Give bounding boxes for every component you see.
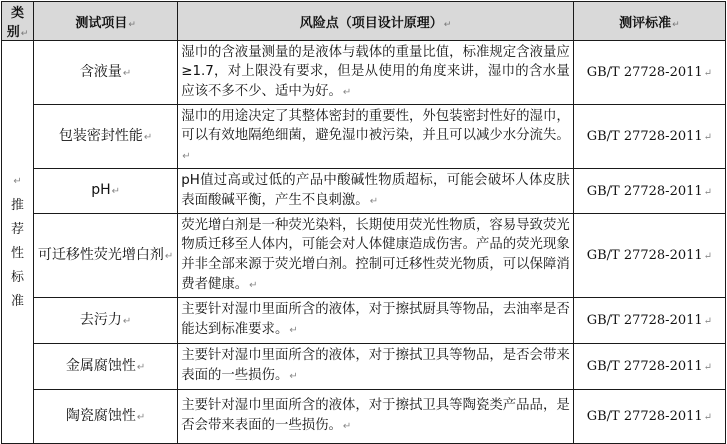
standard-cell: GB/T 27728-2011↵ [573, 169, 725, 214]
table-row [2, 298, 726, 344]
test-item-cell: 去污力↵ [34, 298, 178, 344]
table-row [2, 105, 726, 169]
risk-point-cell: 主要针对湿巾里面所含的液体，对于擦拭卫具等物品，是否会带来表面的一些损伤。↵ [178, 344, 574, 390]
risk-point-cell: 主要针对湿巾里面所含的液体，对于擦拭卫具等陶瓷类产品品，是否会带来表面的一些损伤。↵ [178, 390, 574, 444]
table-row [2, 41, 726, 105]
standard-cell: GB/T 27728-2011↵ [573, 390, 725, 444]
risk-point-cell: 湿巾的用途决定了其整体密封的重要性，外包装密封性好的湿巾，可以有效地隔绝细菌，避免湿巾被污染，并且可以减少水分流失。↵ [178, 105, 574, 169]
test-item-cell: 含液量↵ [34, 41, 178, 105]
standard-cell: GB/T 27728-2011↵ [573, 214, 725, 298]
test-item-cell: 包装密封性能↵ [34, 105, 178, 169]
header-category: 类别↵ [2, 2, 34, 41]
header-evaluation-standard: 测评标准↵ [573, 2, 725, 41]
risk-point-cell: 湿巾的含液量测量的是液体与载体的重量比值，标准规定含液量应≥1.7，对上限没有要求，但是从使用的角度来讲，湿巾的含水量应该不多不少、适中为好。↵ [178, 41, 574, 105]
table-row [2, 344, 726, 390]
standard-cell: GB/T 27728-2011↵ [573, 344, 725, 390]
standard-cell: GB/T 27728-2011↵ [573, 298, 725, 344]
risk-standard-table [1, 1, 726, 444]
test-item-cell: 可迁移性荧光增白剂↵ [34, 214, 178, 298]
header-test-item: 测试项目↵ [34, 2, 178, 41]
risk-point-cell: pH值过高或过低的产品中酸碱性物质超标，可能会破坏人体皮肤表面酸碱平衡，产生不良刺激。↵ [178, 169, 574, 214]
test-item-cell: 陶瓷腐蚀性↵ [34, 390, 178, 444]
test-item-cell: 金属腐蚀性↵ [34, 344, 178, 390]
header-risk-point: 风险点（项目设计原理）↵ [178, 2, 574, 41]
test-item-cell: pH↵ [34, 169, 178, 214]
table-header-row [2, 2, 726, 41]
risk-point-cell: 主要针对湿巾里面所含的液体，对于擦拭厨具等物品，去油率是否能达到标准要求。↵ [178, 298, 574, 344]
standard-cell: GB/T 27728-2011↵ [573, 41, 725, 105]
table-row [2, 214, 726, 298]
table-row [2, 390, 726, 444]
category-cell: ↵ 推 荐 性 标 准 [2, 41, 34, 444]
table-row [2, 169, 726, 214]
risk-point-cell: 荧光增白剂是一种荧光染料，长期使用荧光性物质，容易导致荧光物质迁移至人体内，可能会对人体健康造成伤害。产品的荧光现象并非全部来源于荧光增白剂。控制可迁移性荧光物质，可以保障消费者健康。↵ [178, 214, 574, 298]
standard-cell: GB/T 27728-2011↵ [573, 105, 725, 169]
